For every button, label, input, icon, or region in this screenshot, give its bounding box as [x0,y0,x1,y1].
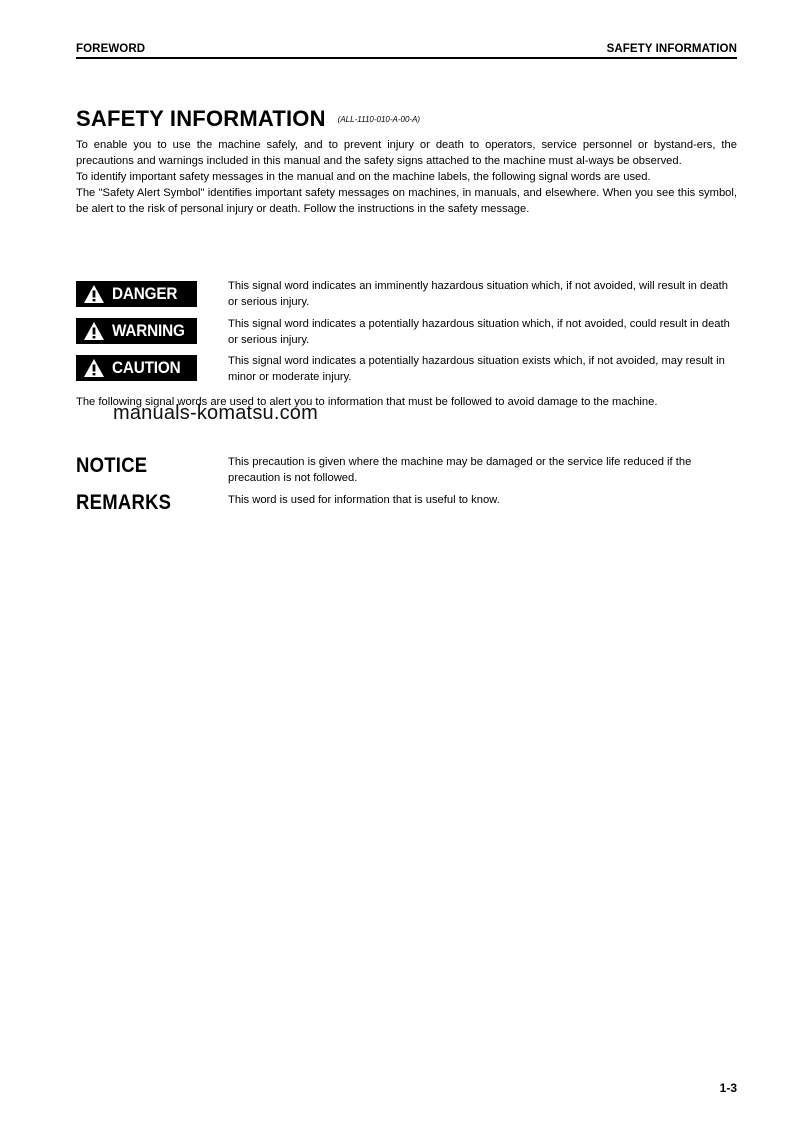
caution-word: CAUTION [112,358,181,377]
danger-label [76,281,197,307]
watermark: manuals-komatsu.com [113,402,318,424]
caution-description: This signal word indicates a potentially hazardous situation exists which, if not avoided, may result in minor or moderate injury. [228,355,725,383]
header-section-left: FOREWORD [76,43,146,55]
remarks-label: REMARKS [76,491,172,514]
notice-description: This precaution is given where the machine may be damaged or the service life reduced if the precaution is not followed. [228,456,692,484]
intro-paragraph: To identify important safety messages in the manual and on the machine labels, the following signal words are used. [76,171,651,183]
title-text: SAFETY INFORMATION [76,106,326,131]
intro-text [76,137,737,217]
header-rule [76,57,737,59]
danger-description: This signal word indicates an imminently hazardous situation which, if not avoided, will result in death or serious injury. [228,280,728,308]
warning-word: WARNING [112,321,185,340]
warning-description: This signal word indicates a potentially hazardous situation which, if not avoided, could result in death or serious injury. [228,318,730,346]
header-section-right: SAFETY INFORMATION [606,43,737,55]
page-header [76,43,737,57]
following-text: The following signal words are used to alert you to information that must be followed to avoid damage to the machine. [76,396,658,408]
warning-label [76,318,197,344]
page-number: 1-3 [719,1081,737,1095]
notice-label: NOTICE [76,454,148,477]
remarks-description: This word is used for information that is useful to know. [228,494,500,506]
title-code: (ALL-1110-010-A-00-A) [337,115,421,124]
caution-label [76,355,197,381]
intro-paragraph: The "Safety Alert Symbol" identifies important safety messages on machines, in manuals, and elsewhere. When you see this symbol, be alert to the risk of personal injury or death. Follow the instructions in the safety message. [76,187,737,215]
warning-triangle-icon [83,284,105,304]
warning-triangle-icon [83,321,105,341]
intro-paragraph: To enable you to use the machine safely, and to prevent injury or death to operators, service personnel or bystand-ers, the precautions and warnings included in this manual and the safety signs attached to the machine must al-ways be observed. [76,139,737,167]
danger-word: DANGER [112,284,178,303]
warning-triangle-icon [83,358,105,378]
page-title [76,106,420,132]
